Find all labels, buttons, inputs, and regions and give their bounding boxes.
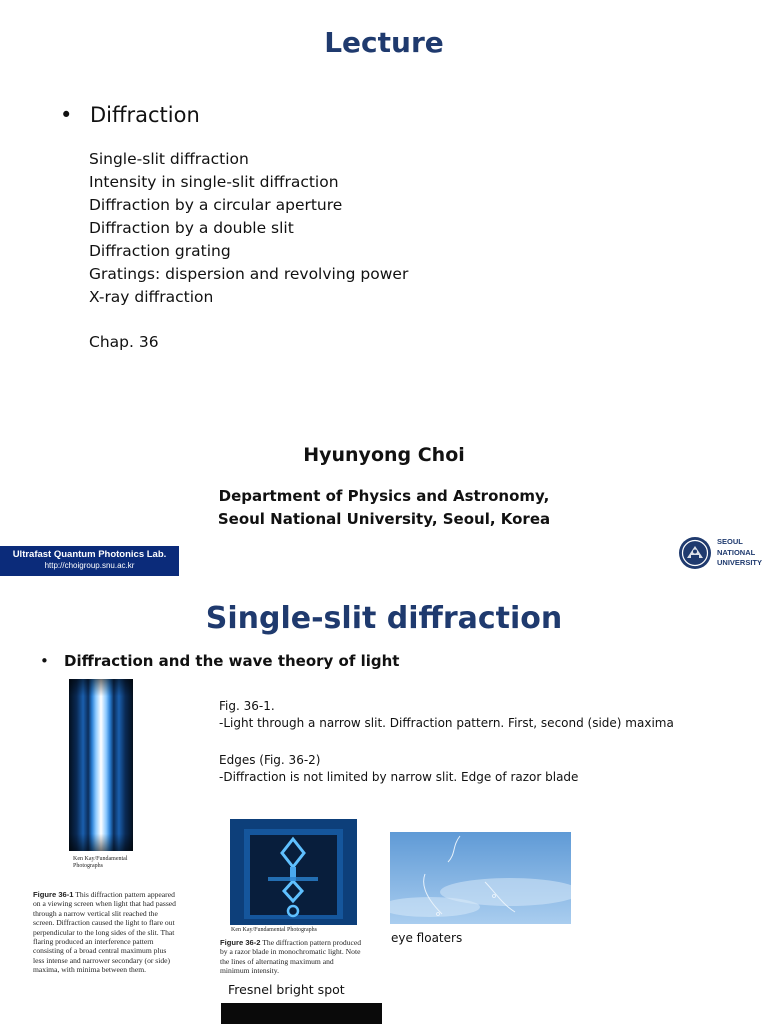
slide2-title: Single-slit diffraction xyxy=(205,601,563,636)
fig2-credit: Ken Kay/Fundamental Photographs xyxy=(231,927,317,933)
topic-item: Gratings: dispersion and revolving power xyxy=(89,265,409,283)
topic-item: X-ray diffraction xyxy=(89,288,214,306)
fig1-caption xyxy=(33,890,178,975)
fresnel-spot-label: Fresnel bright spot xyxy=(228,982,345,997)
fig1-caption-label: Figure 36-1 xyxy=(33,890,74,899)
note-line: Edges (Fig. 36-2) xyxy=(219,753,321,767)
topic-item: Single-slit diffraction xyxy=(89,150,249,168)
author-name: Hyunyong Choi xyxy=(303,444,465,466)
slide1-title: Lecture xyxy=(324,26,444,59)
bullet-marker: • xyxy=(40,652,49,670)
lab-name: Ultrafast Quantum Photonics Lab. xyxy=(12,549,167,560)
affiliation-line: Seoul National University, Seoul, Korea xyxy=(217,510,551,528)
affiliation-line: Department of Physics and Astronomy, xyxy=(218,487,550,505)
slide1-bullet xyxy=(60,103,200,127)
fig2-caption-label: Figure 36-2 xyxy=(220,938,261,947)
affiliation xyxy=(0,485,768,531)
topic-list xyxy=(89,148,408,309)
razor-blade-pattern-image xyxy=(230,819,357,925)
slide1-bullet-text: Diffraction xyxy=(90,103,200,127)
university-logo xyxy=(678,535,768,571)
fig-36-1-note xyxy=(219,698,674,732)
lab-banner xyxy=(0,546,179,576)
topic-item: Diffraction by a circular aperture xyxy=(89,196,343,214)
fig2-caption xyxy=(220,938,365,976)
chapter-reference: Chap. 36 xyxy=(89,333,159,351)
eye-floaters-label: eye floaters xyxy=(391,931,463,945)
fresnel-spot-image xyxy=(221,1003,382,1024)
slide2-bullet xyxy=(40,652,399,670)
note-line: -Diffraction is not limited by narrow slit. Edge of razor blade xyxy=(219,770,579,784)
topic-item: Diffraction by a double slit xyxy=(89,219,294,237)
fig2-caption-text: The diffraction pattern produced by a razor blade in monochromatic light. Note the lines of alternating maximum and minimum intensity. xyxy=(220,938,362,976)
wordmark-line: UNIVERSITY xyxy=(717,558,763,567)
single-slit-pattern-image xyxy=(69,679,133,851)
university-wordmark xyxy=(717,537,762,569)
edges-note xyxy=(219,752,578,786)
lab-url: http://choigroup.snu.ac.kr xyxy=(44,561,135,570)
fig1-caption-text: This diffraction pattern appeared on a viewing screen when light that had passed through a narrow vertical slit reached the screen. Diffraction caused the light to flare out perpendicular to the long sides of the slit. That flaring produced an interference pattern consisting of a broad central maximum plus less intense and narrower secondary (or side) maxima, with minima between them. xyxy=(33,890,176,975)
slide2-bullet-text: Diffraction and the wave theory of light xyxy=(64,652,400,670)
note-line: -Light through a narrow slit. Diffraction pattern. First, second (side) maxima xyxy=(219,716,674,730)
university-emblem-icon xyxy=(678,536,712,570)
fig1-credit: Ken Kay/Fundamental Photographs xyxy=(73,856,128,869)
note-line: Fig. 36-1. xyxy=(219,699,275,713)
topic-item: Intensity in single-slit diffraction xyxy=(89,173,339,191)
bullet-marker: • xyxy=(60,103,73,127)
topic-item: Diffraction grating xyxy=(89,242,231,260)
wordmark-line: SEOUL xyxy=(717,537,743,546)
wordmark-line: NATIONAL xyxy=(717,547,756,557)
eye-floaters-image xyxy=(390,832,571,924)
